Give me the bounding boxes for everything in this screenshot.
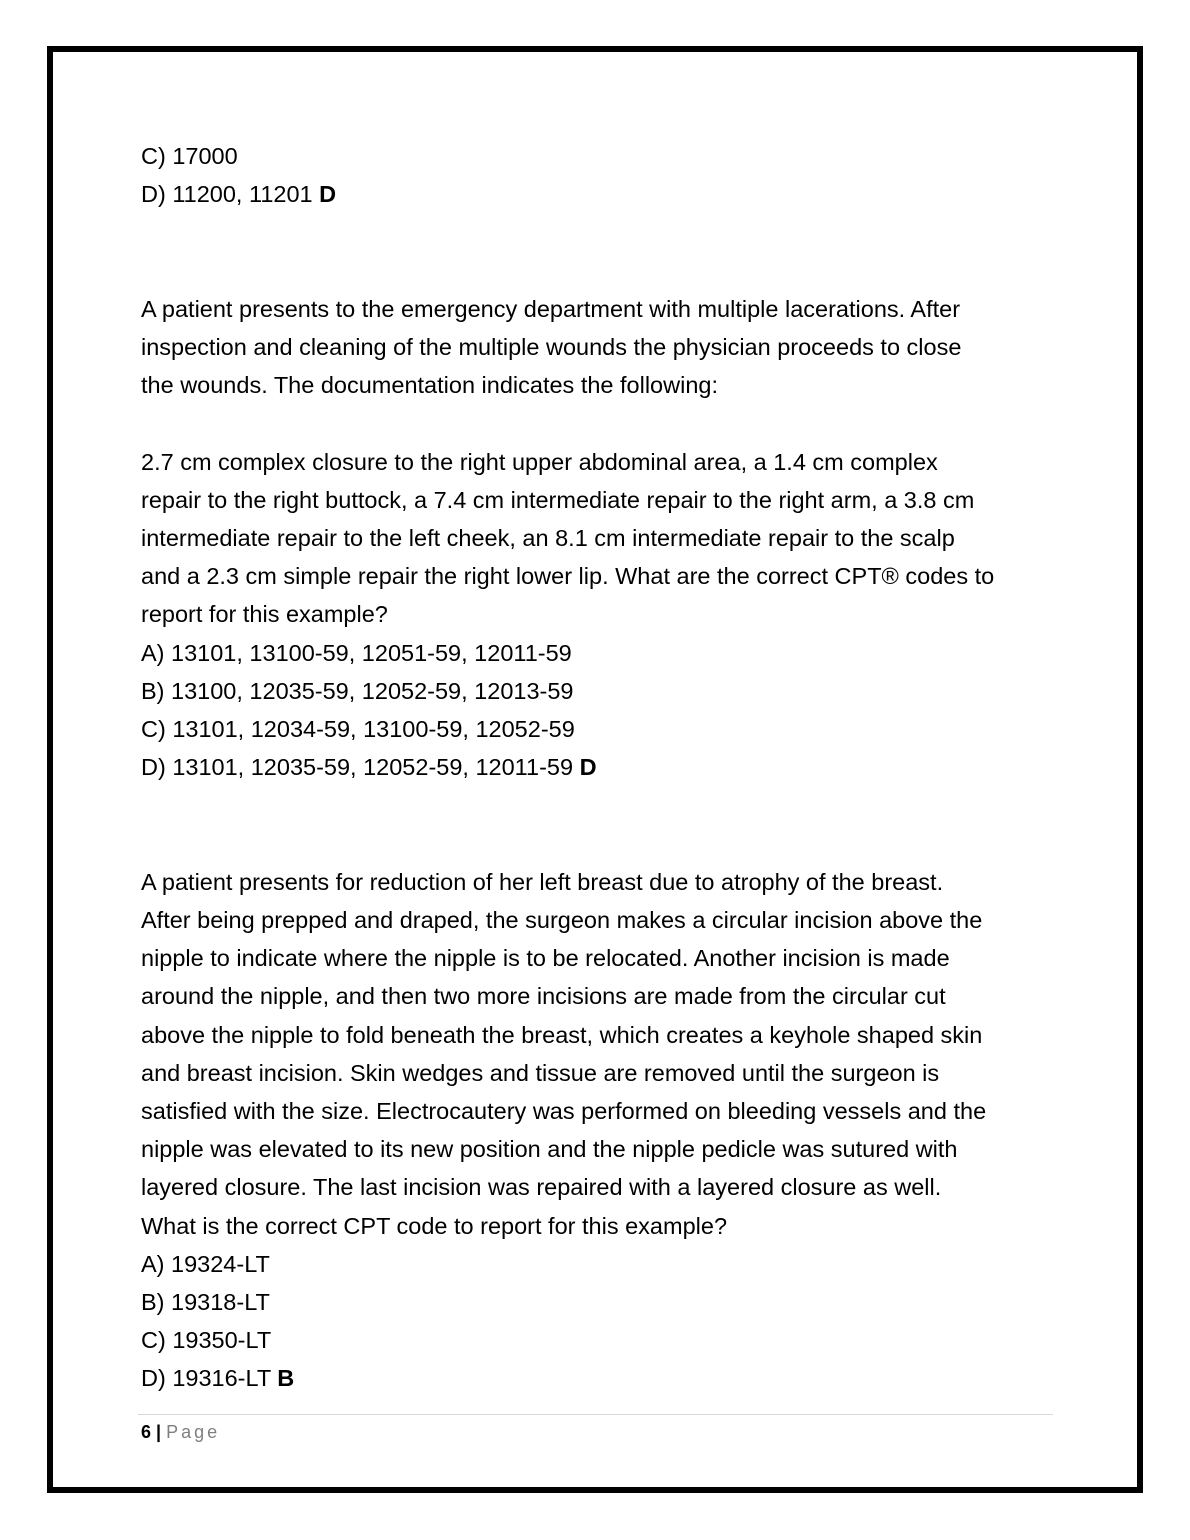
page-number: 6	[141, 1422, 152, 1442]
question-text-line: above the nipple to fold beneath the breast, which creates a keyhole shaped skin	[141, 1021, 983, 1048]
page-label: Page	[166, 1422, 221, 1442]
option-b: B) 19318-LT	[141, 1289, 270, 1316]
question-text-line: nipple was elevated to its new position and the nipple pedicle was sutured with	[141, 1136, 958, 1163]
option-a: A) 19324-LT	[141, 1250, 270, 1277]
question-text-line: and breast incision. Skin wedges and tissue are removed until the surgeon is	[141, 1059, 940, 1086]
footer-separator: |	[151, 1422, 167, 1442]
question-text-line: A patient presents for reduction of her left breast due to atrophy of the breast.	[141, 868, 944, 895]
answer-key: D	[579, 754, 597, 781]
question-text-line: A patient presents to the emergency department with multiple lacerations. After	[141, 295, 961, 322]
option-d: D) 19316-LT B	[141, 1365, 295, 1392]
page-footer	[141, 1420, 220, 1444]
question-text-line: What is the correct CPT code to report for this example?	[141, 1212, 728, 1239]
question-text-line: nipple to indicate where the nipple is to be relocated. Another incision is made	[141, 945, 950, 972]
option-c: C) 17000	[141, 143, 238, 169]
question-text-line: inspection and cleaning of the multiple wounds the physician proceeds to close	[141, 334, 962, 360]
question-detail-line: repair to the right buttock, a 7.4 cm intermediate repair to the right arm, a 3.8 cm	[141, 486, 975, 513]
question-text-line: around the nipple, and then two more incisions are made from the circular cut	[141, 983, 946, 1010]
footer-divider	[138, 1414, 1053, 1415]
question-text-line: the wounds. The documentation indicates the following:	[141, 372, 718, 399]
option-c: C) 13101, 12034-59, 13100-59, 12052-59	[141, 716, 575, 743]
question-text-line: satisfied with the size. Electrocautery was performed on bleeding vessels and the	[141, 1098, 987, 1125]
answer-key: B	[277, 1365, 295, 1392]
option-c: C) 19350-LT	[141, 1327, 272, 1354]
answer-key: D	[319, 181, 337, 208]
question-detail-line: intermediate repair to the left cheek, an 8.1 cm intermediate repair to the scalp	[141, 525, 955, 551]
option-a: A) 13101, 13100-59, 12051-59, 12011-59	[141, 639, 572, 666]
option-d: D) 11200, 11201 D	[141, 181, 337, 208]
document-body	[141, 137, 1056, 1398]
question-detail-line: and a 2.3 cm simple repair the right lower lip. What are the correct CPT® codes to	[141, 563, 995, 590]
question-text-line: After being prepped and draped, the surgeon makes a circular incision above the	[141, 907, 983, 934]
option-b: B) 13100, 12035-59, 12052-59, 12013-59	[141, 677, 574, 704]
previous-question-options	[141, 137, 1056, 213]
question-text-line: layered closure. The last incision was repaired with a layered closure as well.	[141, 1174, 942, 1201]
question-breast-reduction	[141, 863, 1056, 1398]
option-d: D) 13101, 12035-59, 12052-59, 12011-59 D	[141, 754, 597, 781]
question-lacerations	[141, 290, 1056, 787]
question-detail-line: report for this example?	[141, 601, 388, 628]
question-detail-line: 2.7 cm complex closure to the right upper abdominal area, a 1.4 cm complex	[141, 448, 938, 475]
